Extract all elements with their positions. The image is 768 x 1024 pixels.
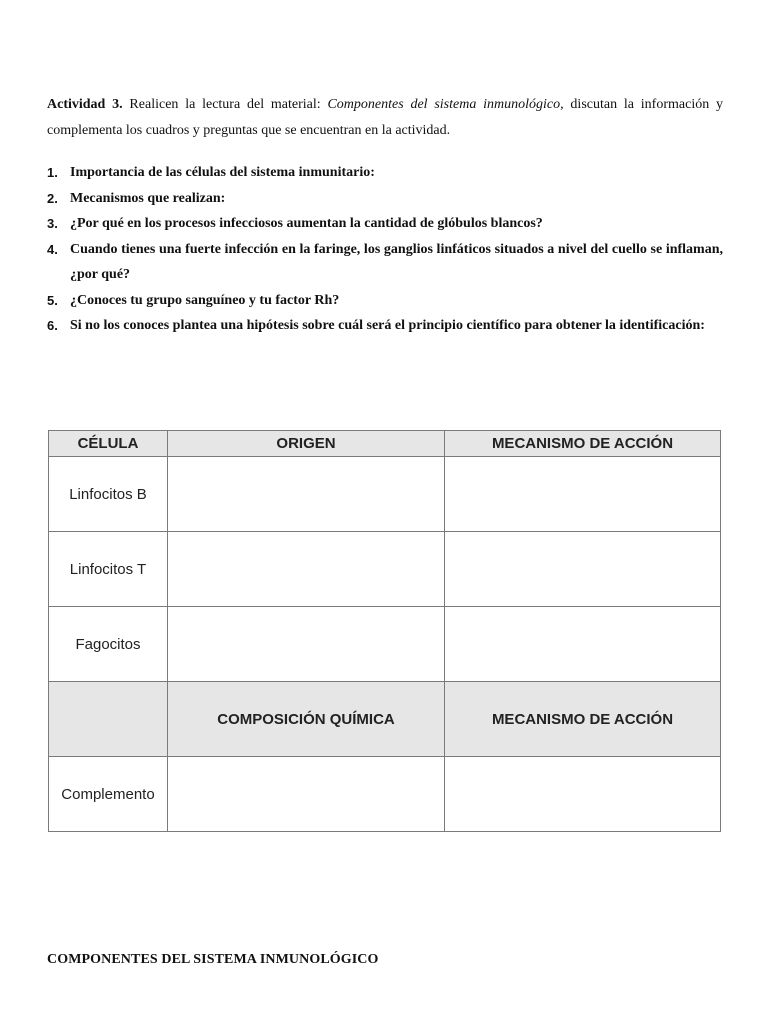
mecanismo-answer-cell[interactable] (445, 532, 721, 607)
cell-label: Linfocitos B (49, 457, 168, 532)
header-mecanismo: MECANISMO DE ACCIÓN (445, 431, 721, 457)
cell-label: Complemento (49, 757, 168, 832)
question-number: 3. (47, 216, 58, 231)
origen-answer-cell[interactable] (168, 607, 445, 682)
activity-instructions (47, 92, 723, 144)
mecanismo-answer-cell[interactable] (445, 457, 721, 532)
material-title: Componentes del sistema inmunológico (327, 97, 561, 112)
mecanismo-answer-cell[interactable] (445, 607, 721, 682)
subheader-composicion: COMPOSICIÓN QUÍMICA (168, 682, 445, 757)
instructions-text-before: Realicen la lectura del material: (122, 97, 328, 112)
mecanismo-answer-cell[interactable] (445, 757, 721, 832)
question-text: ¿Conoces tu grupo sanguíneo y tu factor Rh? (70, 292, 340, 308)
question-item (47, 160, 723, 186)
table-row (49, 607, 721, 682)
header-origen: ORIGEN (168, 431, 445, 457)
question-item (47, 237, 723, 288)
activity-label: Actividad 3. (47, 97, 123, 112)
question-text: Cuando tienes una fuerte infección en la faringe, los ganglios linfáticos situados a nivel del cuello se inflaman, ¿por qué? (70, 241, 723, 282)
cell-label: Linfocitos T (49, 532, 168, 607)
subheader-empty (49, 682, 168, 757)
question-text: Mecanismos que realizan: (70, 190, 226, 206)
section-title: COMPONENTES DEL SISTEMA INMUNOLÓGICO (47, 952, 379, 967)
question-item (47, 288, 723, 314)
table-row (49, 757, 721, 832)
immune-cells-table (48, 430, 721, 832)
subheader-mecanismo: MECANISMO DE ACCIÓN (445, 682, 721, 757)
question-number: 4. (47, 241, 58, 257)
question-number: 1. (47, 165, 58, 180)
composicion-answer-cell[interactable] (168, 757, 445, 832)
header-celula: CÉLULA (49, 431, 168, 457)
origen-answer-cell[interactable] (168, 457, 445, 532)
table-row (49, 457, 721, 532)
question-text: Si no los conoces plantea una hipótesis sobre cuál será el principio científico para obtener la identificación: (70, 318, 705, 333)
instructions-text-after: , discutan la información y complementa los cuadros y preguntas que se encuentran en la actividad. (47, 97, 724, 138)
question-number: 6. (47, 318, 58, 333)
question-item (47, 186, 723, 212)
table-row (49, 532, 721, 607)
question-number: 5. (47, 292, 58, 308)
table-header-row (49, 431, 721, 457)
question-item (47, 211, 723, 237)
question-number: 2. (47, 190, 58, 206)
cell-label: Fagocitos (49, 607, 168, 682)
origen-answer-cell[interactable] (168, 532, 445, 607)
table-subheader-row (49, 682, 721, 757)
question-list (47, 160, 723, 339)
question-item (47, 313, 723, 339)
question-text: Importancia de las células del sistema inmunitario: (70, 165, 375, 180)
question-text: ¿Por qué en los procesos infecciosos aumentan la cantidad de glóbulos blancos? (70, 216, 543, 231)
